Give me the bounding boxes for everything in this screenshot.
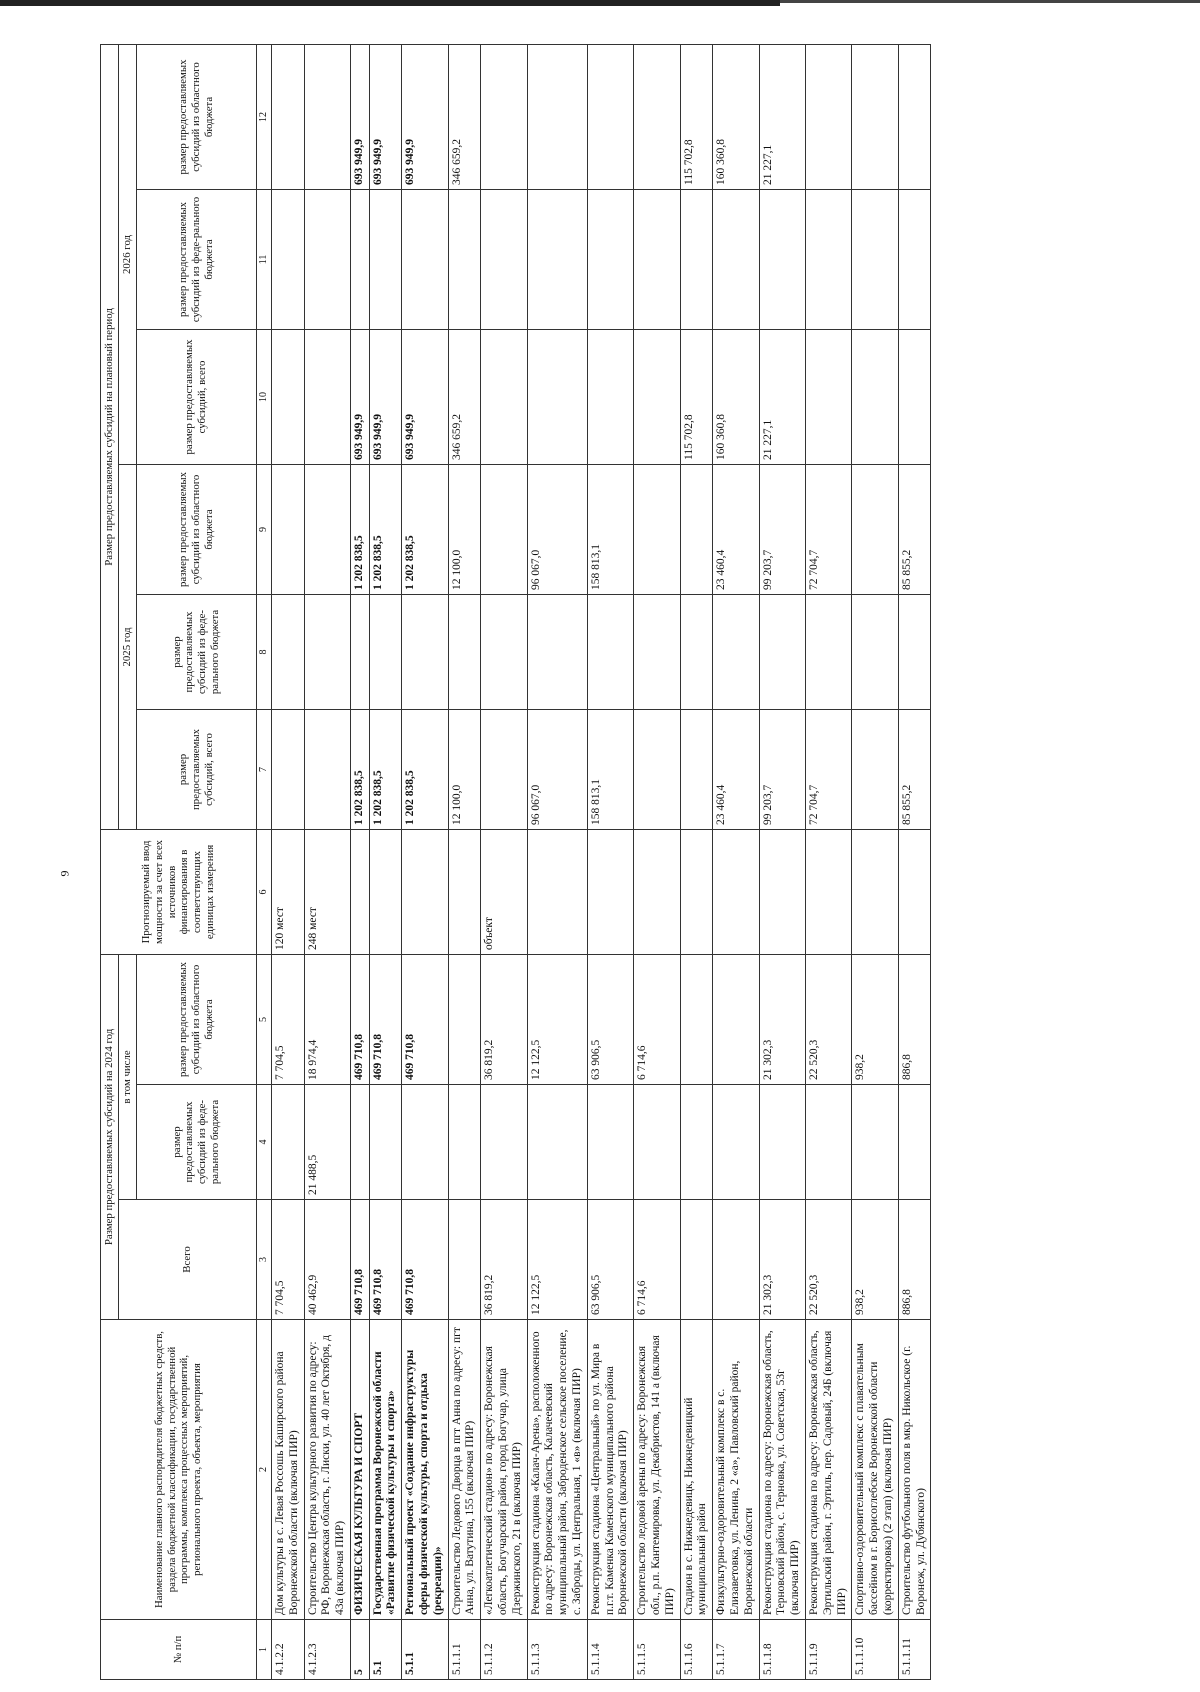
col-number: 9 — [256, 464, 271, 594]
column-number-row — [256, 44, 271, 1679]
cell-regional-2026: 160 360,8 — [713, 44, 759, 189]
cell-federal-2024 — [587, 1085, 633, 1200]
row-number: 4.1.2.3 — [304, 1620, 350, 1680]
cell-regional-2026 — [481, 44, 527, 189]
header-capacity: Прогнозируемый ввод мощности за счет всех источников финансирования в соответствующих единицах измерения — [101, 829, 257, 954]
row-name: Строительство Ледового Дворца в пгт Анна по адресу: пгт Анна, ул. Ватутина, 155 (включая ПИР) — [448, 1320, 481, 1620]
cell-total-2026: 693 949,9 — [350, 329, 369, 464]
cell-federal-2024 — [350, 1085, 369, 1200]
cell-federal-2025 — [852, 594, 898, 709]
cell-federal-2025 — [481, 594, 527, 709]
cell-regional-2024 — [713, 954, 759, 1084]
header-total-2026: размер предоставляемых субсидий, всего — [136, 329, 256, 464]
cell-federal-2026 — [759, 189, 805, 329]
cell-regional-2026: 693 949,9 — [350, 44, 369, 189]
cell-federal-2026 — [304, 189, 350, 329]
cell-regional-2025: 99 203,7 — [759, 464, 805, 594]
row-number: 5.1.1.6 — [680, 1620, 713, 1680]
row-number: 5.1.1.11 — [898, 1620, 931, 1680]
cell-total-2026 — [898, 329, 931, 464]
cell-regional-2026 — [587, 44, 633, 189]
scan-shadow-right — [780, 0, 1200, 3]
cell-regional-2026: 693 949,9 — [369, 44, 402, 189]
table-row — [481, 44, 527, 1679]
cell-regional-2025: 96 067,0 — [527, 464, 587, 594]
cell-federal-2025 — [402, 594, 448, 709]
cell-total-2025: 1 202 838,5 — [402, 709, 448, 829]
row-number: 5.1.1.10 — [852, 1620, 898, 1680]
cell-total-2024: 36 819,2 — [481, 1200, 527, 1320]
row-number: 5.1.1.5 — [634, 1620, 680, 1680]
row-number: 5.1.1.1 — [448, 1620, 481, 1680]
cell-federal-2024 — [448, 1085, 481, 1200]
cell-federal-2024 — [527, 1085, 587, 1200]
cell-federal-2026 — [369, 189, 402, 329]
row-number: 5.1.1.9 — [806, 1620, 852, 1680]
cell-regional-2025 — [271, 464, 304, 594]
header-2024: Размер предоставляемых субсидий на 2024 год — [101, 954, 119, 1319]
cell-total-2026: 346 659,2 — [448, 329, 481, 464]
cell-regional-2024: 469 710,8 — [402, 954, 448, 1084]
cell-total-2024: 6 714,6 — [634, 1200, 680, 1320]
row-name: Строительство Центра культурного развития по адресу: РФ, Воронежская область, г. Лиски, ул. 40 лет Октября, д 43а (включая ПИР) — [304, 1320, 350, 1620]
cell-federal-2025 — [806, 594, 852, 709]
cell-total-2024: 469 710,8 — [402, 1200, 448, 1320]
cell-regional-2024: 469 710,8 — [350, 954, 369, 1084]
cell-capacity: 120 мест — [271, 829, 304, 954]
cell-federal-2024 — [713, 1085, 759, 1200]
cell-federal-2026 — [481, 189, 527, 329]
cell-capacity — [587, 829, 633, 954]
row-name: Строительство футбольного поля в мкр. Никольское (г. Воронеж, ул. Дубянского) — [898, 1320, 931, 1620]
cell-total-2026 — [806, 329, 852, 464]
cell-regional-2025: 85 855,2 — [898, 464, 931, 594]
row-name: Реконструкция стадиона «Калач-Арена», расположенного по адресу: Воронежская область, Калачеевский муниципальный район, Заброденское сельское поселение, с. Заброды, ул. Центральная, 1 «в» (включая ПИР) — [527, 1320, 587, 1620]
cell-total-2025: 1 202 838,5 — [350, 709, 369, 829]
table-row — [634, 44, 680, 1679]
header-regional-2025: размер предоставляемых субсидий из областного бюджета — [136, 464, 256, 594]
cell-federal-2025 — [634, 594, 680, 709]
cell-federal-2025 — [350, 594, 369, 709]
row-number: 5.1.1 — [402, 1620, 448, 1680]
cell-regional-2026: 115 702,8 — [680, 44, 713, 189]
cell-total-2024: 63 906,5 — [587, 1200, 633, 1320]
row-name: Стадион в с. Нижнедевицк, Нижнедевицкий муниципальный район — [680, 1320, 713, 1620]
cell-federal-2025 — [759, 594, 805, 709]
cell-regional-2025: 1 202 838,5 — [369, 464, 402, 594]
cell-total-2025 — [680, 709, 713, 829]
col-number: 12 — [256, 44, 271, 189]
header-in-number: в том числе — [118, 954, 136, 1199]
cell-regional-2024: 6 714,6 — [634, 954, 680, 1084]
cell-federal-2026 — [806, 189, 852, 329]
cell-total-2026 — [852, 329, 898, 464]
table-row — [806, 44, 852, 1679]
cell-capacity — [634, 829, 680, 954]
col-number: 2 — [256, 1320, 271, 1620]
cell-federal-2024 — [852, 1085, 898, 1200]
cell-total-2025: 12 100,0 — [448, 709, 481, 829]
cell-regional-2026 — [634, 44, 680, 189]
header-total: Всего — [118, 1200, 256, 1320]
cell-regional-2024: 7 704,5 — [271, 954, 304, 1084]
cell-federal-2025 — [304, 594, 350, 709]
cell-federal-2024: 21 488,5 — [304, 1085, 350, 1200]
cell-capacity — [759, 829, 805, 954]
header-year-2025: 2025 год — [118, 464, 136, 829]
cell-regional-2026 — [271, 44, 304, 189]
row-number: 5.1.1.2 — [481, 1620, 527, 1680]
header-regional-2026: размер предоставляемых субсидий из областного бюджета — [136, 44, 256, 189]
cell-federal-2025 — [271, 594, 304, 709]
row-name: Государственная программа Воронежской области «Развитие физической культуры и спорта» — [369, 1320, 402, 1620]
row-name: Региональный проект «Создание инфраструктуры сферы физической культуры, спорта и отдыха (рекреации)» — [402, 1320, 448, 1620]
cell-regional-2024: 63 906,5 — [587, 954, 633, 1084]
header-regional-2024: размер предоставляемых субсидий из областного бюджета — [136, 954, 256, 1084]
cell-federal-2024 — [402, 1085, 448, 1200]
cell-total-2026 — [587, 329, 633, 464]
cell-regional-2026 — [806, 44, 852, 189]
cell-federal-2025 — [587, 594, 633, 709]
cell-total-2025: 72 704,7 — [806, 709, 852, 829]
header-federal-2026: размер предоставляемых субсидий из феде-рального бюджета — [136, 189, 256, 329]
cell-federal-2024 — [680, 1085, 713, 1200]
cell-capacity — [680, 829, 713, 954]
cell-total-2025: 99 203,7 — [759, 709, 805, 829]
row-name: Реконструкция стадиона «Центральный» по ул. Мира в п.г.т. Каменка Каменского муниципального района Воронежской области (включая ПИР) — [587, 1320, 633, 1620]
cell-federal-2026 — [634, 189, 680, 329]
cell-total-2025 — [481, 709, 527, 829]
cell-total-2025 — [852, 709, 898, 829]
header-num: № п/п — [101, 1620, 257, 1680]
cell-federal-2026 — [350, 189, 369, 329]
cell-regional-2026: 693 949,9 — [402, 44, 448, 189]
cell-regional-2026 — [527, 44, 587, 189]
cell-total-2025: 85 855,2 — [898, 709, 931, 829]
row-name: Физкультурно-оздоровительный комплекс в с. Елизаветовка, ул. Ленина, 2 «а», Павловский район, Воронежской области — [713, 1320, 759, 1620]
cell-total-2026: 693 949,9 — [402, 329, 448, 464]
header-row-1 — [101, 44, 119, 1679]
cell-total-2026 — [304, 329, 350, 464]
row-name: Строительство ледовой арены по адресу: Воронежская обл., р.п. Кантемировка, ул. Декабристов, 141 а (включая ПИР) — [634, 1320, 680, 1620]
cell-regional-2025 — [304, 464, 350, 594]
rotated-table-container — [100, 45, 1200, 1680]
row-number: 5.1 — [369, 1620, 402, 1680]
cell-regional-2026 — [852, 44, 898, 189]
cell-total-2025 — [304, 709, 350, 829]
cell-capacity: 248 мест — [304, 829, 350, 954]
cell-total-2025: 23 460,4 — [713, 709, 759, 829]
col-number: 5 — [256, 954, 271, 1084]
cell-capacity — [806, 829, 852, 954]
cell-total-2024: 886,8 — [898, 1200, 931, 1320]
table-row — [448, 44, 481, 1679]
cell-total-2026 — [634, 329, 680, 464]
col-number: 10 — [256, 329, 271, 464]
cell-capacity — [350, 829, 369, 954]
col-number: 6 — [256, 829, 271, 954]
subsidy-table — [100, 44, 931, 1680]
cell-total-2025: 1 202 838,5 — [369, 709, 402, 829]
cell-total-2026 — [481, 329, 527, 464]
table-row — [759, 44, 805, 1679]
row-name: «Легкоатлетический стадион» по адресу: Воронежская область, Богучарский район, город Богучар, улица Дзержинского, 21 в (включая ПИР) — [481, 1320, 527, 1620]
cell-federal-2025 — [448, 594, 481, 709]
table-row — [713, 44, 759, 1679]
cell-regional-2024: 12 122,5 — [527, 954, 587, 1084]
cell-regional-2024 — [680, 954, 713, 1084]
cell-total-2024: 938,2 — [852, 1200, 898, 1320]
row-name: Реконструкция стадиона по адресу: Воронежская область, Терновский район, с. Терновка, ул. Советская, 53г (включая ПИР) — [759, 1320, 805, 1620]
table-row — [304, 44, 350, 1679]
cell-regional-2024: 22 520,3 — [806, 954, 852, 1084]
row-number: 5.1.1.4 — [587, 1620, 633, 1680]
table-row — [350, 44, 369, 1679]
col-number: 4 — [256, 1085, 271, 1200]
cell-total-2026 — [271, 329, 304, 464]
cell-total-2026: 21 227,1 — [759, 329, 805, 464]
header-planned: Размер предоставляемых субсидий на плановый период — [101, 44, 119, 829]
cell-federal-2026 — [587, 189, 633, 329]
cell-federal-2024 — [271, 1085, 304, 1200]
cell-total-2024: 12 122,5 — [527, 1200, 587, 1320]
row-number: 5.1.1.7 — [713, 1620, 759, 1680]
table-row — [527, 44, 587, 1679]
cell-total-2024: 469 710,8 — [369, 1200, 402, 1320]
cell-federal-2024 — [759, 1085, 805, 1200]
row-name: ФИЗИЧЕСКАЯ КУЛЬТУРА И СПОРТ — [350, 1320, 369, 1620]
cell-regional-2024: 938,2 — [852, 954, 898, 1084]
scan-shadow — [0, 0, 780, 6]
cell-federal-2026 — [898, 189, 931, 329]
cell-regional-2025 — [852, 464, 898, 594]
cell-capacity: объект — [481, 829, 527, 954]
cell-federal-2026 — [402, 189, 448, 329]
cell-regional-2025: 12 100,0 — [448, 464, 481, 594]
cell-total-2026: 693 949,9 — [369, 329, 402, 464]
cell-regional-2024: 18 974,4 — [304, 954, 350, 1084]
row-number: 5.1.1.8 — [759, 1620, 805, 1680]
cell-total-2024: 7 704,5 — [271, 1200, 304, 1320]
table-row — [898, 44, 931, 1679]
cell-federal-2026 — [271, 189, 304, 329]
cell-federal-2025 — [680, 594, 713, 709]
cell-capacity — [402, 829, 448, 954]
cell-total-2025 — [634, 709, 680, 829]
cell-regional-2025: 72 704,7 — [806, 464, 852, 594]
cell-regional-2025: 158 813,1 — [587, 464, 633, 594]
row-name: Реконструкция стадиона по адресу: Воронежская область, Эртильский район, г. Эртиль, пер. Садовый, 24Б (включая ПИР) — [806, 1320, 852, 1620]
cell-federal-2024 — [806, 1085, 852, 1200]
cell-total-2024: 469 710,8 — [350, 1200, 369, 1320]
table-row — [271, 44, 304, 1679]
cell-capacity — [713, 829, 759, 954]
cell-total-2024 — [448, 1200, 481, 1320]
row-number: 5 — [350, 1620, 369, 1680]
cell-total-2026: 160 360,8 — [713, 329, 759, 464]
cell-regional-2024: 886,8 — [898, 954, 931, 1084]
col-number: 3 — [256, 1200, 271, 1320]
table-row — [402, 44, 448, 1679]
col-number: 1 — [256, 1620, 271, 1680]
cell-capacity — [369, 829, 402, 954]
cell-regional-2025: 1 202 838,5 — [402, 464, 448, 594]
col-number: 11 — [256, 189, 271, 329]
cell-regional-2026: 21 227,1 — [759, 44, 805, 189]
cell-federal-2025 — [369, 594, 402, 709]
cell-regional-2025: 1 202 838,5 — [350, 464, 369, 594]
header-federal-2024: размер предоставляемых субсидий из феде-рального бюджета — [136, 1085, 256, 1200]
cell-federal-2026 — [680, 189, 713, 329]
cell-federal-2025 — [527, 594, 587, 709]
cell-federal-2026 — [527, 189, 587, 329]
cell-regional-2024 — [448, 954, 481, 1084]
table-row — [587, 44, 633, 1679]
header-total-2025: размер предоставляемых субсидий, всего — [136, 709, 256, 829]
cell-federal-2024 — [898, 1085, 931, 1200]
cell-total-2024 — [680, 1200, 713, 1320]
cell-capacity — [852, 829, 898, 954]
col-number: 7 — [256, 709, 271, 829]
table-row — [369, 44, 402, 1679]
cell-federal-2024 — [634, 1085, 680, 1200]
cell-federal-2024 — [481, 1085, 527, 1200]
cell-regional-2025 — [634, 464, 680, 594]
cell-federal-2026 — [448, 189, 481, 329]
cell-federal-2025 — [898, 594, 931, 709]
cell-total-2024: 21 302,3 — [759, 1200, 805, 1320]
cell-capacity — [448, 829, 481, 954]
cell-regional-2025: 23 460,4 — [713, 464, 759, 594]
cell-total-2025: 96 067,0 — [527, 709, 587, 829]
cell-regional-2026 — [304, 44, 350, 189]
cell-federal-2026 — [713, 189, 759, 329]
row-name: Спортивно-оздоровительный комплекс с плавательным бассейном в г. Борисоглебске Воронежской области (корректировка) (2 этап) (включая ПИР) — [852, 1320, 898, 1620]
cell-federal-2024 — [369, 1085, 402, 1200]
cell-regional-2024: 21 302,3 — [759, 954, 805, 1084]
cell-regional-2026: 346 659,2 — [448, 44, 481, 189]
cell-capacity — [527, 829, 587, 954]
cell-federal-2026 — [852, 189, 898, 329]
table-row — [852, 44, 898, 1679]
cell-regional-2025 — [680, 464, 713, 594]
scan-top-edge — [0, 0, 1200, 8]
col-number: 8 — [256, 594, 271, 709]
row-number: 5.1.1.3 — [527, 1620, 587, 1680]
table-row — [680, 44, 713, 1679]
cell-federal-2025 — [713, 594, 759, 709]
row-number: 4.1.2.2 — [271, 1620, 304, 1680]
cell-regional-2024: 36 819,2 — [481, 954, 527, 1084]
cell-total-2024: 40 462,9 — [304, 1200, 350, 1320]
cell-total-2026 — [527, 329, 587, 464]
cell-regional-2025 — [481, 464, 527, 594]
cell-regional-2024: 469 710,8 — [369, 954, 402, 1084]
header-name: Наименование главного распорядителя бюджетных средств, раздела бюджетной классификации, государственной программы, комплекса процессных мероприятий, регионального проекта, объекта, мероприятия — [101, 1320, 257, 1620]
row-name: Дом культуры в с. Левая Россошь Каширского района Воронежской области (включая ПИР) — [271, 1320, 304, 1620]
cell-total-2024 — [713, 1200, 759, 1320]
table-body — [271, 44, 930, 1679]
cell-capacity — [898, 829, 931, 954]
cell-total-2026: 115 702,8 — [680, 329, 713, 464]
page-number: 9 — [57, 870, 72, 877]
cell-regional-2026 — [898, 44, 931, 189]
cell-total-2024: 22 520,3 — [806, 1200, 852, 1320]
cell-total-2025 — [271, 709, 304, 829]
cell-total-2025: 158 813,1 — [587, 709, 633, 829]
header-year-2026: 2026 год — [118, 44, 136, 464]
header-federal-2025: размер предоставляемых субсидий из феде-рального бюджета — [136, 594, 256, 709]
